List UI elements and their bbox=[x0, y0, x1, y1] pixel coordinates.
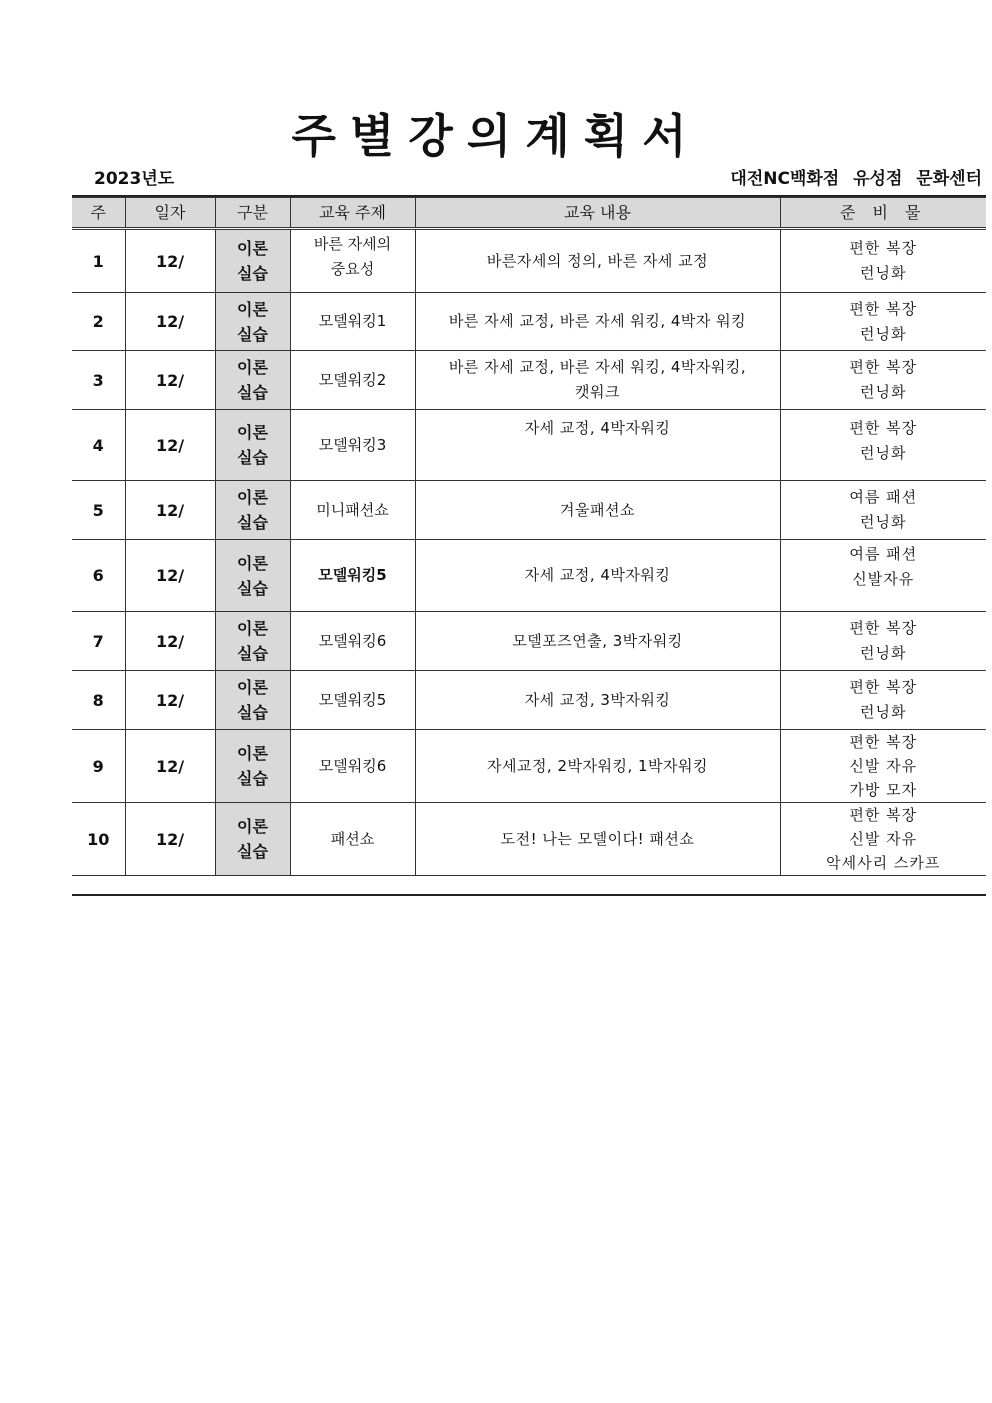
prep-cell: 편한 복장 런닝화 bbox=[780, 671, 986, 730]
prep-cell: 편한 복장 런닝화 bbox=[780, 293, 986, 351]
bottom-rule bbox=[72, 894, 986, 896]
table-row bbox=[72, 612, 986, 671]
header-date: 일자 bbox=[125, 198, 215, 229]
week-cell: 2 bbox=[72, 293, 125, 351]
content-cell: 모델포즈연출, 3박자워킹 bbox=[415, 612, 780, 671]
type-cell: 이론 실습 bbox=[215, 803, 290, 876]
header-week: 주 bbox=[72, 198, 125, 229]
type-cell: 이론 실습 bbox=[215, 612, 290, 671]
content-cell: 자세교정, 2박자워킹, 1박자워킹 bbox=[415, 730, 780, 803]
prep-cell: 편한 복장 신발 자유 가방 모자 bbox=[780, 730, 986, 803]
type-cell: 이론 실습 bbox=[215, 730, 290, 803]
page-title: 주별강의계획서 bbox=[291, 109, 701, 163]
topic-cell: 모델워킹6 bbox=[290, 730, 415, 803]
content-cell: 자세 교정, 4박자워킹 bbox=[415, 410, 780, 481]
topic-cell: 모델워킹1 bbox=[290, 293, 415, 351]
topic-cell: 모델워킹3 bbox=[290, 410, 415, 481]
prep-cell: 여름 패션 신발자유 bbox=[780, 540, 986, 612]
header-type: 구분 bbox=[215, 198, 290, 229]
table-row bbox=[72, 481, 986, 540]
content-cell: 바른자세의 정의, 바른 자세 교정 bbox=[415, 229, 780, 293]
weekly-plan-table bbox=[72, 197, 986, 876]
date-cell: 12/ bbox=[125, 229, 215, 293]
date-cell: 12/ bbox=[125, 293, 215, 351]
prep-cell: 편한 복장 신발 자유 악세사리 스카프 bbox=[780, 803, 986, 876]
week-cell: 6 bbox=[72, 540, 125, 612]
prep-cell: 편한 복장 런닝화 bbox=[780, 612, 986, 671]
topic-cell: 모델워킹6 bbox=[290, 612, 415, 671]
prep-cell: 편한 복장 런닝화 bbox=[780, 410, 986, 481]
content-cell: 바른 자세 교정, 바른 자세 워킹, 4박자워킹, 캣워크 bbox=[415, 351, 780, 410]
year-label: 2023년도 bbox=[94, 169, 175, 189]
date-cell: 12/ bbox=[125, 481, 215, 540]
content-cell: 겨울패션쇼 bbox=[415, 481, 780, 540]
week-cell: 3 bbox=[72, 351, 125, 410]
week-cell: 1 bbox=[72, 229, 125, 293]
table-row bbox=[72, 540, 986, 612]
content-cell: 바른 자세 교정, 바른 자세 워킹, 4박자 워킹 bbox=[415, 293, 780, 351]
type-cell: 이론 실습 bbox=[215, 293, 290, 351]
date-cell: 12/ bbox=[125, 540, 215, 612]
content-cell: 자세 교정, 4박자워킹 bbox=[415, 540, 780, 612]
type-cell: 이론 실습 bbox=[215, 481, 290, 540]
topic-cell: 모델워킹5 bbox=[290, 540, 415, 612]
date-cell: 12/ bbox=[125, 803, 215, 876]
table-row bbox=[72, 730, 986, 803]
week-cell: 10 bbox=[72, 803, 125, 876]
date-cell: 12/ bbox=[125, 351, 215, 410]
week-cell: 8 bbox=[72, 671, 125, 730]
date-cell: 12/ bbox=[125, 410, 215, 481]
topic-cell: 모델워킹5 bbox=[290, 671, 415, 730]
prep-cell: 편한 복장 런닝화 bbox=[780, 229, 986, 293]
topic-cell: 모델워킹2 bbox=[290, 351, 415, 410]
table-row bbox=[72, 229, 986, 293]
type-cell: 이론 실습 bbox=[215, 351, 290, 410]
week-cell: 5 bbox=[72, 481, 125, 540]
topic-cell: 바른 자세의 중요성 bbox=[290, 229, 415, 293]
week-cell: 4 bbox=[72, 410, 125, 481]
type-cell: 이론 실습 bbox=[215, 671, 290, 730]
table-header-row bbox=[72, 198, 986, 229]
header-prep: 준 비 물 bbox=[780, 198, 986, 229]
date-cell: 12/ bbox=[125, 671, 215, 730]
topic-cell: 미니패션쇼 bbox=[290, 481, 415, 540]
type-cell: 이론 실습 bbox=[215, 540, 290, 612]
type-cell: 이론 실습 bbox=[215, 410, 290, 481]
table-row bbox=[72, 410, 986, 481]
week-cell: 7 bbox=[72, 612, 125, 671]
topic-cell: 패션쇼 bbox=[290, 803, 415, 876]
date-cell: 12/ bbox=[125, 730, 215, 803]
week-cell: 9 bbox=[72, 730, 125, 803]
content-cell: 자세 교정, 3박자워킹 bbox=[415, 671, 780, 730]
prep-cell: 편한 복장 런닝화 bbox=[780, 351, 986, 410]
content-cell: 도전! 나는 모델이다! 패션쇼 bbox=[415, 803, 780, 876]
type-cell: 이론 실습 bbox=[215, 229, 290, 293]
table-row bbox=[72, 351, 986, 410]
table-row bbox=[72, 803, 986, 876]
header-content: 교육 내용 bbox=[415, 198, 780, 229]
header-topic: 교육 주제 bbox=[290, 198, 415, 229]
organization-label: 대전NC백화점 유성점 문화센터 bbox=[730, 169, 982, 189]
prep-cell: 여름 패션 런닝화 bbox=[780, 481, 986, 540]
table-row bbox=[72, 293, 986, 351]
table-row bbox=[72, 671, 986, 730]
date-cell: 12/ bbox=[125, 612, 215, 671]
